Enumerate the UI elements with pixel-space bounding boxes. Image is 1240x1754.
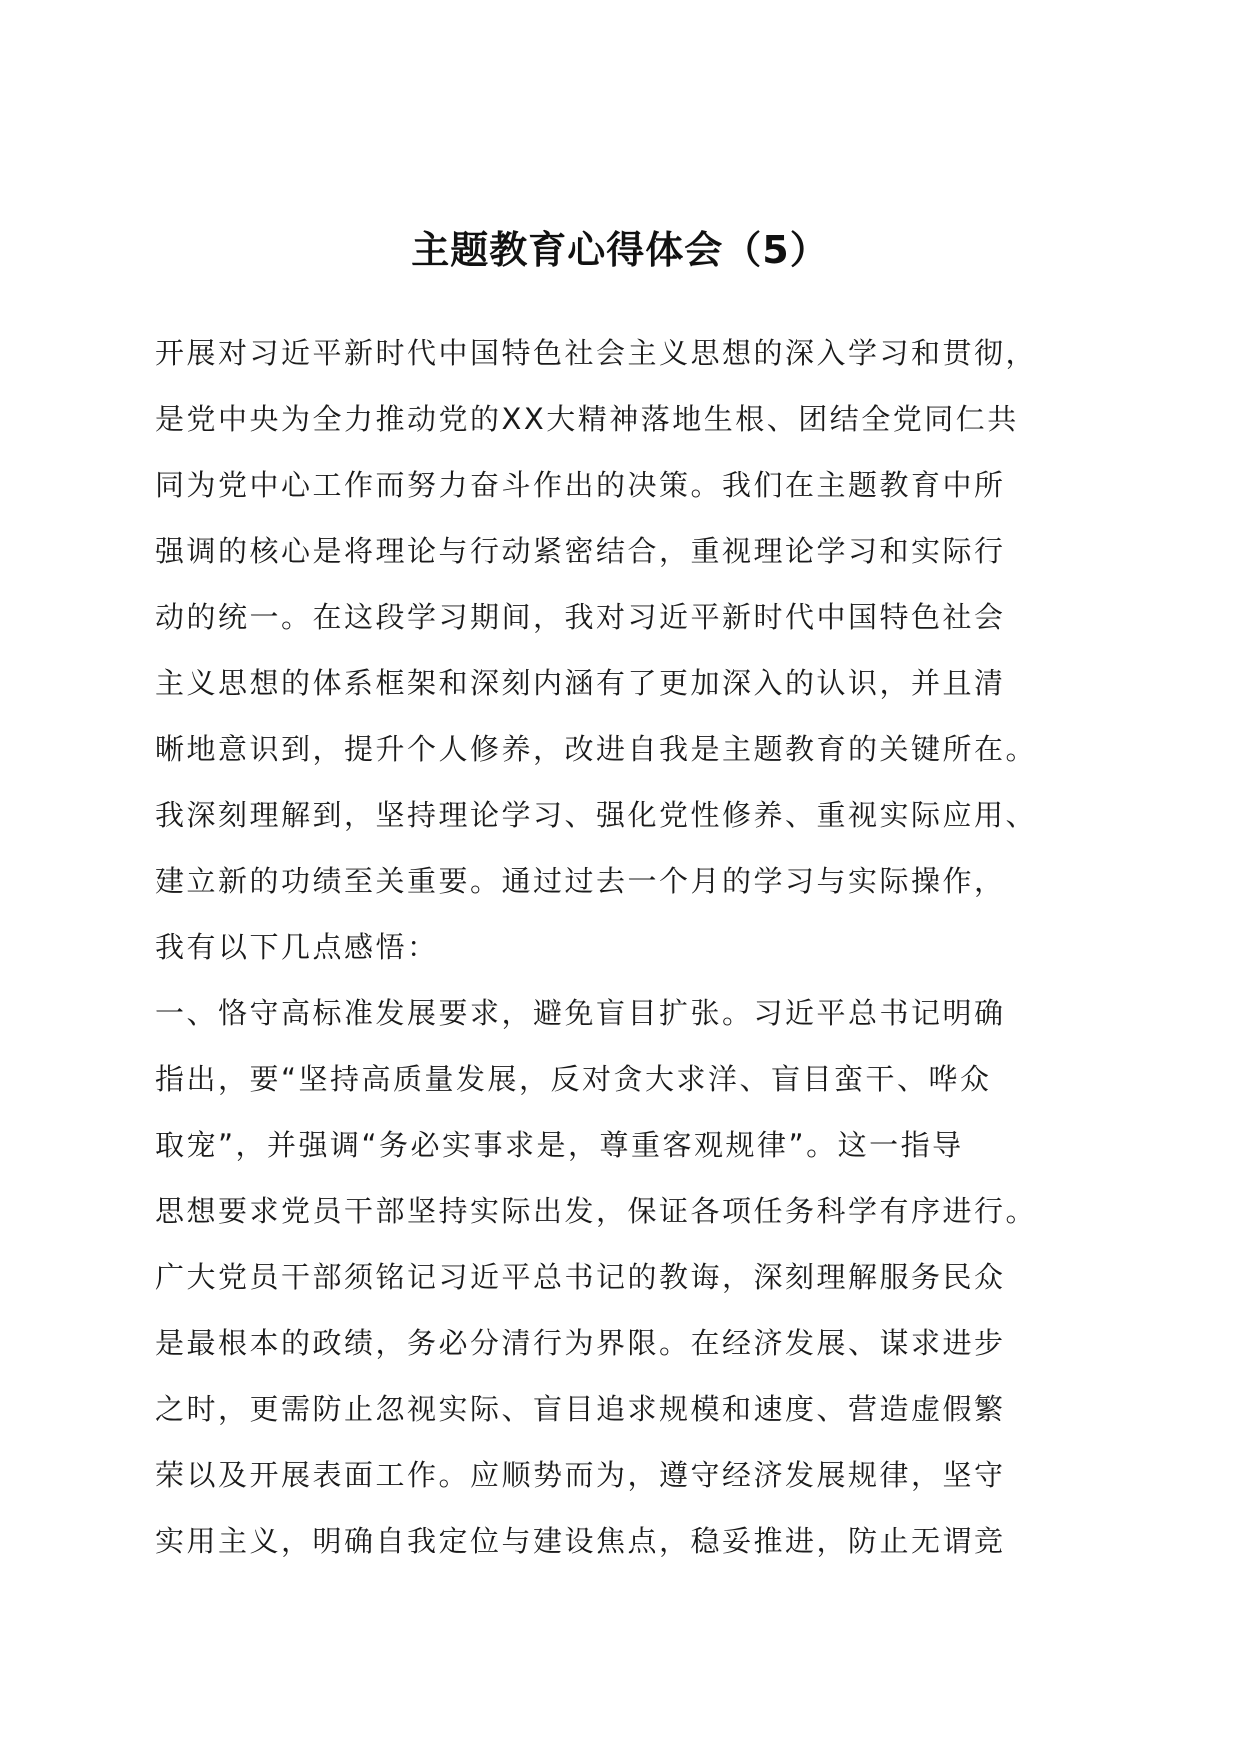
body-line-1: 开展对习近平新时代中国特色社会主义思想的深入学习和贯彻，: [155, 336, 1038, 370]
body-line-17: 之时，更需防止忽视实际、盲目追求规模和速度、营造虚假繁: [155, 1392, 1006, 1426]
body-line-4: 强调的核心是将理论与行动紧密结合，重视理论学习和实际行: [155, 534, 1006, 568]
body-line-9: 建立新的功绩至关重要。通过过去一个月的学习与实际操作，: [155, 864, 1006, 898]
body-line-10: 我有以下几点感悟：: [155, 930, 439, 964]
body-line-6: 主义思想的体系框架和深刻内涵有了更加深入的认识，并且清: [155, 666, 1006, 700]
body-line-5: 动的统一。在这段学习期间，我对习近平新时代中国特色社会: [155, 600, 1006, 634]
body-line-16: 是最根本的政绩，务必分清行为界限。在经济发展、谋求进步: [155, 1326, 1006, 1360]
body-line-3: 同为党中心工作而努力奋斗作出的决策。我们在主题教育中所: [155, 468, 1006, 502]
body-line-18: 荣以及开展表面工作。应顺势而为，遵守经济发展规律，坚守: [155, 1458, 1006, 1492]
document-body: [155, 320, 1105, 1574]
body-line-7: 晰地意识到，提升个人修养，改进自我是主题教育的关键所在。: [155, 732, 1038, 766]
body-line-14: 思想要求党员干部坚持实际出发，保证各项任务科学有序进行。: [155, 1194, 1038, 1228]
body-line-19: 实用主义，明确自我定位与建设焦点，稳妥推进，防止无谓竞: [155, 1524, 1006, 1558]
document-title: 主题教育心得体会（5）: [411, 228, 829, 272]
body-line-12: 指出，要“坚持高质量发展，反对贪大求洋、盲目蛮干、哗众: [155, 1062, 992, 1096]
body-line-15: 广大党员干部须铭记习近平总书记的教诲，深刻理解服务民众: [155, 1260, 1006, 1294]
body-line-13: 取宠”，并强调“务必实事求是，尊重客观规律”。这一指导: [155, 1128, 964, 1162]
body-line-2: 是党中央为全力推动党的XX大精神落地生根、团结全党同仁共: [155, 402, 1019, 436]
body-line-11: 一、恪守高标准发展要求，避免盲目扩张。习近平总书记明确: [155, 996, 1006, 1030]
body-line-8: 我深刻理解到，坚持理论学习、强化党性修养、重视实际应用、: [155, 798, 1038, 832]
